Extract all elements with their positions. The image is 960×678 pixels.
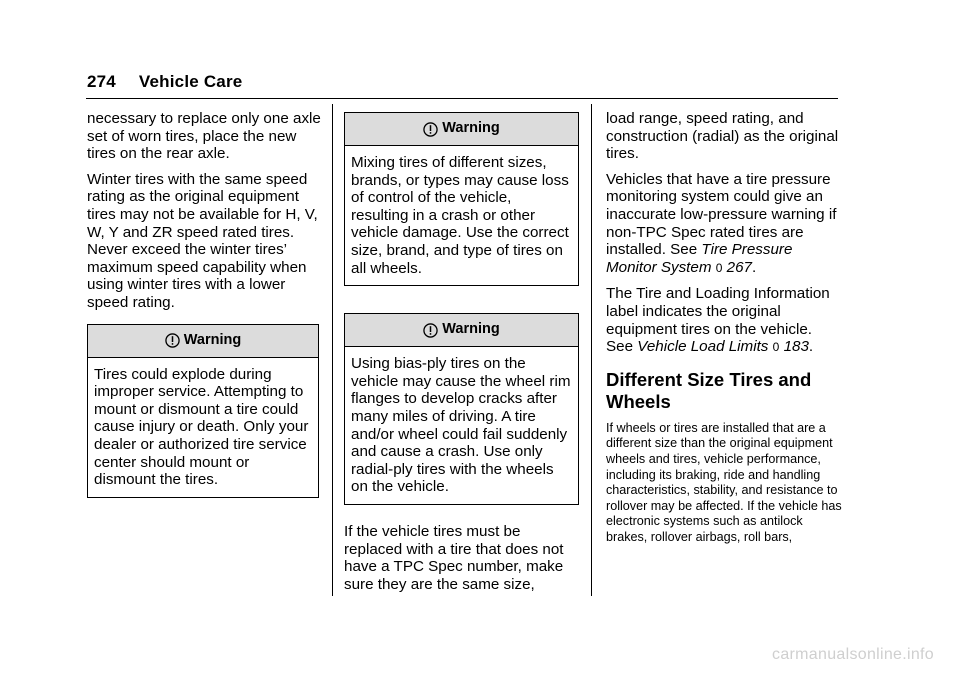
- column-3: [606, 110, 842, 553]
- warning-header: [88, 325, 318, 358]
- column-divider-2: [591, 104, 592, 596]
- page-reference[interactable]: 267: [726, 258, 752, 276]
- paragraph: load range, speed rating, and construction (radial) as the original tires.: [606, 110, 839, 163]
- warning-title: Warning: [183, 331, 242, 348]
- cross-reference-link[interactable]: Tire Pressure Monitor System: [606, 241, 793, 276]
- paragraph: Winter tires with the same speed rating as the original equipment tires may not be available for H, V, W, Y and ZR speed rated tires. Never exceed the winter tires’ maximum speed capability when using winter tires with a lower speed rating.: [87, 170, 318, 311]
- paragraph: necessary to replace only one axle set of worn tires, place the new tires on the rear axle.: [87, 110, 321, 163]
- paragraph: If wheels or tires are installed that are a different size than the original equipment wheels and tires, vehicle performance, including its braking, ride and handling characteristics, stability, and resistance to rollover may be affected. If the vehicle has electronic systems such as antilock brakes, rollover airbags, roll bars,: [606, 420, 842, 544]
- warning-circle-icon: [423, 122, 438, 137]
- column-divider-1: [332, 104, 333, 596]
- cross-reference-link[interactable]: Vehicle Load Limits: [637, 338, 769, 356]
- warning-box: [87, 324, 319, 498]
- warning-text: Using bias-ply tires on the vehicle may cause the wheel rim flanges to develop cracks after many miles of driving. A tire and/or wheel could fail suddenly and cause a crash. Use only radial-ply tires with the wheels on the vehicle.: [351, 355, 571, 496]
- page-reference-icon: 0: [715, 260, 723, 275]
- paragraph: [606, 285, 842, 356]
- warning-header: [345, 314, 578, 347]
- warning-text: Tires could explode during improper service. Attempting to mount or dismount a tire could cause injury or death. Only your dealer or authorized tire service center should mount or dismount the tires.: [94, 365, 309, 489]
- page-header: [87, 72, 242, 92]
- section-heading: Different Size Tires and Wheels: [606, 368, 812, 412]
- warning-text: Mixing tires of different sizes, brands, or types may cause loss of control of the vehicle, resulting in a crash or other vehicle damage. Use the correct size, brand, and type of tires on all wheels.: [351, 154, 569, 277]
- section-title: Vehicle Care: [138, 72, 243, 91]
- column-1: [87, 110, 325, 498]
- warning-box: [344, 313, 579, 505]
- paragraph-text: The Tire and Loading Information label indicates the original equipment tires on the vehicle. See: [606, 285, 830, 356]
- warning-circle-icon: [423, 323, 438, 338]
- warning-title: Warning: [442, 120, 500, 137]
- warning-box: [344, 112, 579, 286]
- watermark: carmanualsonline.info: [772, 646, 934, 663]
- warning-circle-icon: [165, 333, 180, 348]
- warning-title: Warning: [442, 321, 500, 338]
- punctuation: .: [808, 338, 814, 356]
- header-rule: [86, 98, 838, 99]
- paragraph: [606, 171, 842, 278]
- paragraph: If the vehicle tires must be replaced with a tire that does not have a TPC Spec number, make sure they are the same size,: [344, 522, 564, 593]
- punctuation: .: [752, 258, 757, 276]
- paragraph-text: Vehicles that have a tire pressure monitoring system could give an inaccurate low-pressure warning if non-TPC Spec rated tires are installed. See: [606, 170, 837, 259]
- page-reference-icon: 0: [772, 340, 780, 355]
- column-2: [344, 112, 580, 601]
- page-number: 274: [87, 72, 116, 91]
- page-reference[interactable]: 183: [783, 338, 809, 356]
- warning-header: [345, 113, 578, 146]
